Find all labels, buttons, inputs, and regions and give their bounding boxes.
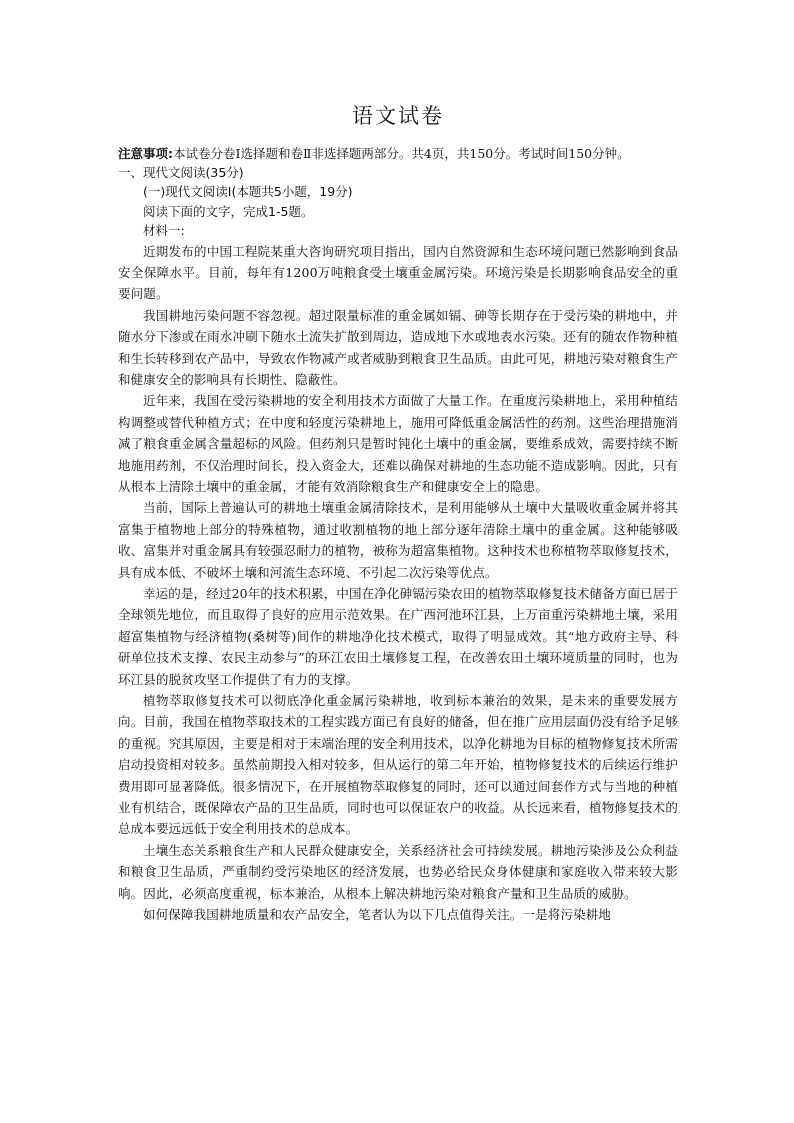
paragraph: 近期发布的中国工程院某重大咨询研究项目指出，国内自然资源和生态环境问题已然影响到食品安全保障水平。目前，每年有1200万吨粮食受土壤重金属污染。环境污染是长期影响食品安全的重要问题。 xyxy=(118,243,678,302)
exam-page xyxy=(118,100,678,926)
section-heading: 一、现代文阅读(35分) xyxy=(118,165,244,180)
paragraph: 幸运的是，经过20年的技术积累，中国在净化砷镉污染农田的植物萃取修复技术储备方面已居于全球领先地位，而且取得了良好的应用示范效果。在广西河池环江县，上万亩重污染耕地土壤，采用超富集植物与经济植物(桑树等)间作的耕地净化技术模式，取得了明显成效。其“地方政府主导、科研单位技术支撑、农民主动参与”的环江农田土壤修复工程，在改善农田土壤环境质量的同时，也为环江县的脱贫攻坚工作提供了有力的支撑。 xyxy=(118,586,678,687)
paragraph: 当前，国际上普遍认可的耕地土壤重金属清除技术，是利用能够从土壤中大量吸收重金属并将其富集于植物地上部分的特殊植物，通过收割植物的地上部分逐年清除土壤中的重金属。这种能够吸收、富集并对重金属具有较强忍耐力的植物，被称为超富集植物。这种技术也称植物萃取修复技术，具有成本低、不破坏土壤和河流生态环境、不引起二次污染等优点。 xyxy=(118,500,678,580)
exam-title: 语文试卷 xyxy=(352,104,444,128)
paragraph: 土壤生态关系粮食生产和人民群众健康安全，关系经济社会可持续发展。耕地污染涉及公众利益和粮食卫生品质，严重制约受污染地区的经济发展，也势必给民众身体健康和家庭收入带来较大影响。因此，必须高度重视，标本兼治，从根本上解决耕地污染对粮食产量和卫生品质的威胁。 xyxy=(118,842,678,901)
notice-text: 本试卷分卷Ⅰ选择题和卷Ⅱ非选择题两部分。共4页，共150分。考试时间150分钟。 xyxy=(173,146,630,161)
paragraph: 近年来，我国在受污染耕地的安全利用技术方面做了大量工作。在重度污染耕地上，采用种植结构调整或替代种植方式；在中度和轻度污染耕地上，施用可降低重金属活性的药剂。这些治理措施消减了粮食重金属含量超标的风险。但药剂只是暂时钝化土壤中的重金属，要维系成效，需要持续不断地施用药剂，不仅治理时间长，投入资金大，还难以确保对耕地的生态功能不造成影响。因此，只有从根本上清除土壤中的重金属，才能有效消除粮食生产和健康安全上的隐患。 xyxy=(118,393,678,494)
paragraph: 植物萃取修复技术可以彻底净化重金属污染耕地，收到标本兼治的效果，是未来的重要发展方向。目前，我国在植物萃取技术的工程实践方面已有良好的储备，但在推广应用层面仍没有给予足够的重视。究其原因，主要是相对于末端治理的安全利用技术，以净化耕地为目标的植物修复技术所需启动投资相对较多。虽然前期投入相对较多，但从运行的第二年开始，植物修复技术的后续运行维护费用即可显著降低。很多情况下，在开展植物萃取修复的同时，还可以通过间套作方式与当地的种植业有机结合，既保障农产品的卫生品质，同时也可以保证农户的收益。从长远来看，植物修复技术的总成本要远远低于安全利用技术的总成本。 xyxy=(118,693,678,837)
notice xyxy=(118,144,678,163)
paragraph: 我国耕地污染问题不容忽视。超过限量标准的重金属如镉、砷等长期存在于受污染的耕地中，并随水分下渗或在雨水冲刷下随水土流失扩散到周边，造成地下水或地表水污染。还有的随农作物种植和生长转移到农产品中，导致农作物减产或者威胁到粮食卫生品质。由此可见，耕地污染对粮食生产和健康安全的影响具有长期性、隐蔽性。 xyxy=(118,307,678,387)
subsection-heading: (一)现代文阅读Ⅰ(本题共5小题，19分) xyxy=(143,184,353,199)
notice-label: 注意事项: xyxy=(118,146,173,161)
instruction: 阅读下面的文字，完成1-5题。 xyxy=(143,203,314,219)
paragraph: 如何保障我国耕地质量和农产品安全，笔者认为以下几点值得关注。一是将污染耕地 xyxy=(143,907,612,923)
material-label: 材料一: xyxy=(143,223,185,238)
